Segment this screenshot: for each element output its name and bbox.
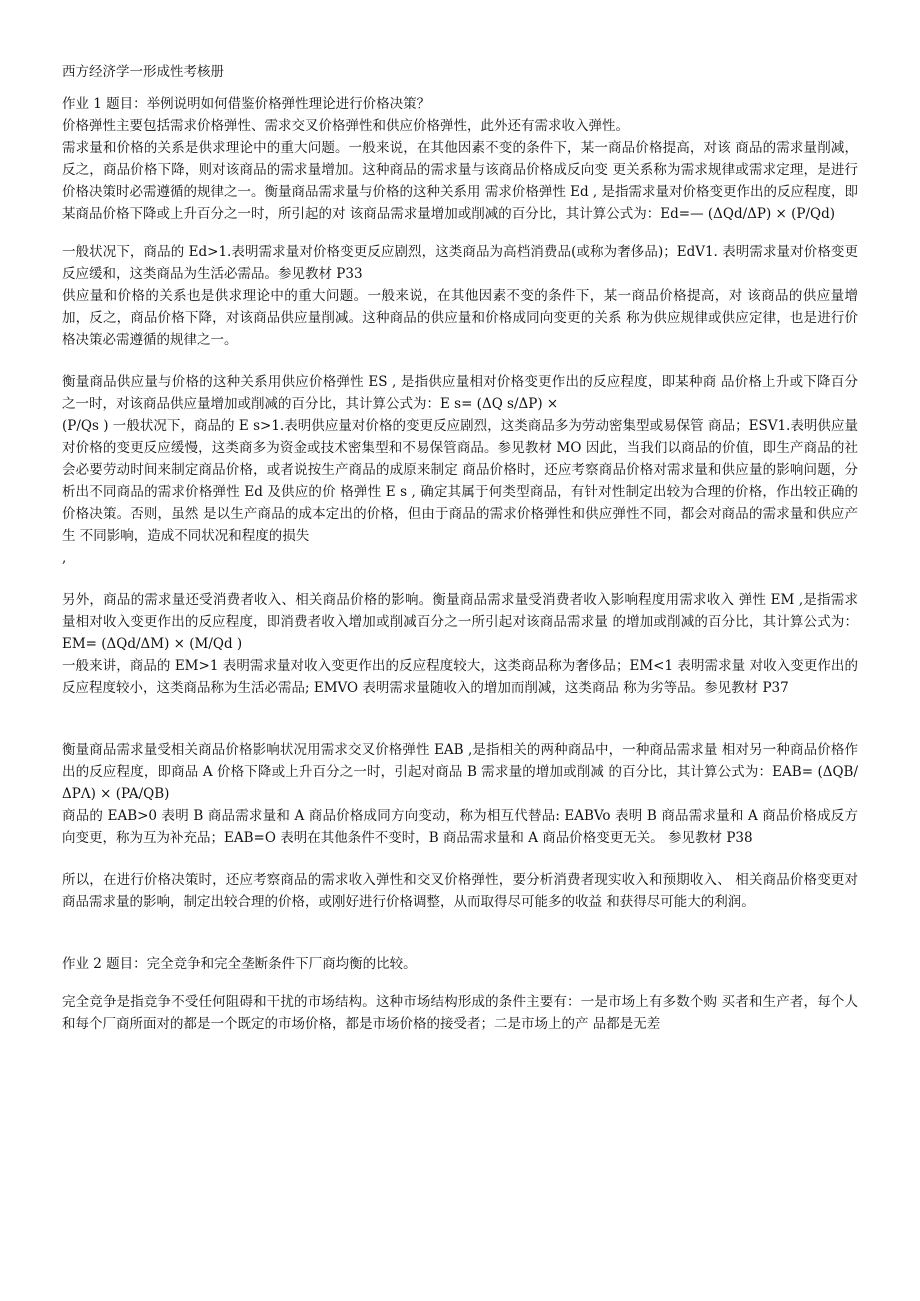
paragraph: 商品的 EAB>0 表明 B 商品需求量和 A 商品价格成同方向变动，称为相互代替品: EABVo 表明 B 商品需求量和 A 商品价格成反方向变更，称为互为补充品；EAB=O 表明在其他条件不变时，B 商品需求量和 A 商品价格变更无关。 参见教材 P38 (62, 808, 858, 846)
paragraph: 供应量和价格的关系也是供求理论中的重大问题。一般来说，在其他因素不变的条件下，某一商品价格提高，对 该商品的供应量增加，反之，商品价格下降，对该商品供应量削减。这种商品的供应量和价格成同向变更的关系 称为供应规律或供应定律，也是进行价格决策必需遵循的规律之一。 (62, 288, 858, 348)
paragraph: 完全竞争是指竞争不受任何阻碍和干扰的市场结构。这种市场结构形成的条件主要有：一是市场上有多数个购 买者和生产者，每个人和每个厂商所面对的都是一个既定的市场价格，都是市场价格的接受者；二是市场上的产 品都是无差 (62, 994, 858, 1032)
assignment-1-heading: 作业 1 题目：举例说明如何借鉴价格弹性理论进行价格决策？ (62, 96, 431, 112)
paragraph: 衡量商品需求量受相关商品价格影响状况用需求交叉价格弹性 EAB ,是指相关的两种商品中，一种商品需求量 相对另一种商品价格作出的反应程度，即商品 A 价格下降或上升百分之一时，引起对商品 B 需求量的增加或削减 的百分比，其计算公式为：EAB= (ΔQB/ΔPΛ) × (PA/QB) (62, 742, 858, 802)
paragraph: 一般来讲，商品的 EM>1 表明需求量对收入变更作出的反应程度较大，这类商品称为奢侈品；EM<1 表明需求量 对收入变更作出的反应程度较小，这类商品称为生活必需品; EMVO 表明需求量随收入的增加而削减，这类商品 称为劣等品。参见教材 P37 (62, 658, 858, 696)
paragraph: 另外，商品的需求量还受消费者收入、相关商品价格的影响。衡量商品需求量受消费者收入影响程度用需求收入 弹性 EM ,是指需求量相对收入变更作出的反应程度，即消费者收入增加或削减百分之一所引起对该商品需求量 的增加或削减的百分比，其计算公式为：EM= (ΔQd/ΔM) × (M/Qd ) (62, 592, 858, 652)
paragraph: , (62, 550, 67, 566)
paragraph: 一般状况下，商品的 Ed>1.表明需求量对价格变更反应剧烈，这类商品为高档消费品(或称为奢侈品)；EdV1. 表明需求量对价格变更反应缓和，这类商品为生活必需品。参见教材 P33 (62, 244, 858, 282)
paragraph: 衡量商品供应量与价格的这种关系用供应价格弹性 ES , 是指供应量相对价格变更作出的反应程度，即某种商 品价格上升或下降百分之一时，对该商品供应量增加或削减的百分比，其计算公式为：E s= (ΔQ s/ΔP) × (62, 374, 858, 412)
document-title: 西方经济学一形成性考核册 (62, 64, 224, 80)
paragraph: (P/Qs ) 一般状况下，商品的 E s>1.表明供应量对价格的变更反应剧烈，这类商品多为劳动密集型或易保管 商品；ESV1.表明供应量对价格的变更反应缓慢，这类商多为资金或技术密集型和不易保管商品。参见教材 MO 因此，当我们以商品的价值，即生产商品的社会必要劳动时间来制定商品价格，或者说按生产商品的成原来制定 商品价格时，还应考察商品价格对需求量和供应量的影响问题，分析出不同商品的需求价格弹性 Ed 及供应的价 格弹性 E s , 确定其属于何类型商品，有针对性制定出较为合理的价格，作出较正确的价格决策。否则，虽然 是以生产商品的成本定出的价格，但由于商品的需求价格弹性和供应弹性不同，都会对商品的需求量和供应产生 不同影响，造成不同状况和程度的损失 (62, 418, 858, 544)
paragraph: 价格弹性主要包括需求价格弹性、需求交叉价格弹性和供应价格弹性，此外还有需求收入弹性。 (62, 118, 629, 134)
assignment-2-heading: 作业 2 题目：完全竞争和完全垄断条件下厂商均衡的比较。 (62, 956, 417, 972)
paragraph: 所以，在进行价格决策时，还应考察商品的需求收入弹性和交叉价格弹性，要分析消费者现实收入和预期收入、 相关商品价格变更对商品需求量的影响，制定出较合理的价格，或刚好进行价格调整，从而取得尽可能多的收益 和获得尽可能大的利润。 (62, 872, 858, 910)
paragraph: 需求量和价格的关系是供求理论中的重大问题。一般来说，在其他因素不变的条件下，某一商品价格提高，对该 商品的需求量削减，反之，商品价格下降，则对该商品的需求量增加。这种商品的需求量与该商品价格成反向变 更关系称为需求规律或需求定理，是进行价格决策时必需遵循的规律之一。衡量商品需求量与价格的这种关系用 需求价格弹性 Ed , 是指需求量对价格变更作出的反应程度，即某商品价格下降或上升百分之一时，所引起的对 该商品需求量增加或削减的百分比，其计算公式为：Ed=— (ΔQd/ΔP) × (P/Qd) (62, 140, 858, 222)
